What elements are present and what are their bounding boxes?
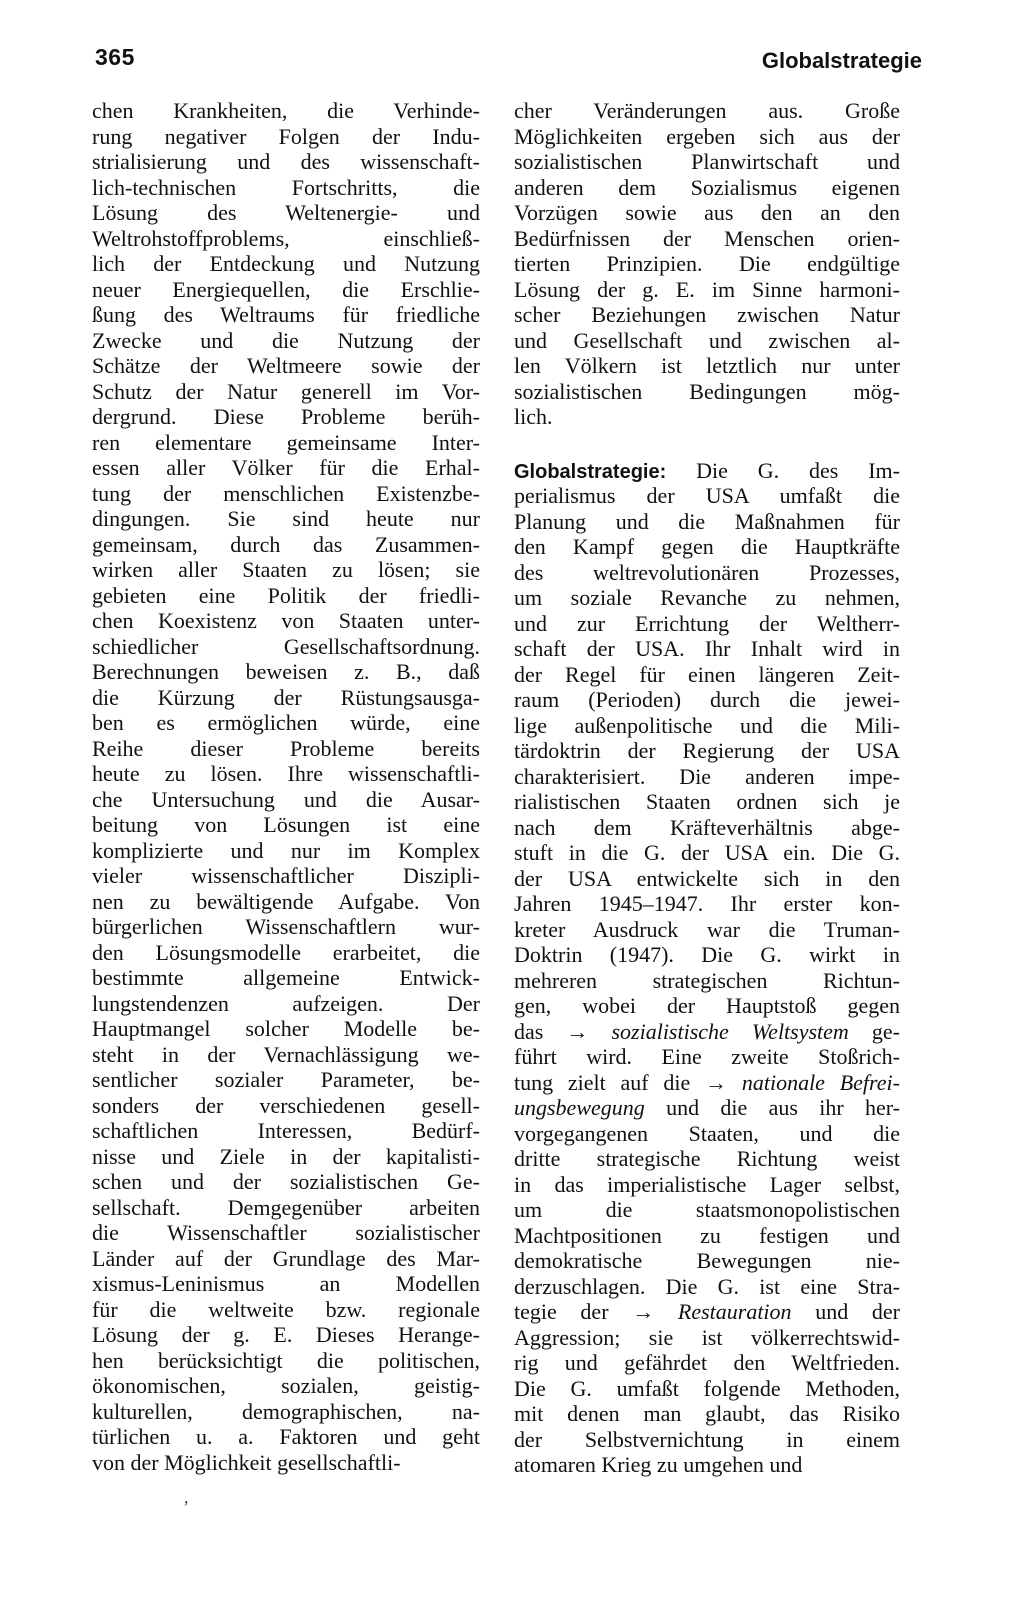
text-line: Lösung der g. E. Dieses Herange-	[92, 1322, 480, 1347]
entry-body-a	[514, 483, 900, 1019]
entry-body-c	[514, 1121, 900, 1300]
text-line: sonders der verschiedenen gesell-	[92, 1092, 480, 1118]
text-line: Schutz der Natur generell im Vor-	[92, 378, 480, 404]
text-line: und Gesellschaft und zwischen al-	[514, 327, 900, 353]
entry-body-d	[514, 1325, 900, 1478]
text-line: den Lösungsmodelle erarbeitet, die	[92, 939, 480, 965]
continued-text	[514, 98, 900, 430]
text-line: essen aller Völker für die Erhal-	[92, 455, 480, 480]
text-line: xismus-Leninismus an Modellen	[92, 1271, 480, 1296]
text-line: derzuschlagen. Die G. ist eine Stra-	[514, 1273, 900, 1299]
page-number: 365	[95, 44, 135, 70]
text-line: komplizierte und nur im Komplex	[92, 837, 480, 863]
text-line: charakterisiert. Die anderen impe-	[514, 763, 900, 789]
text-line: ren elementare gemeinsame Inter-	[92, 429, 480, 455]
text-line: cher Veränderungen aus. Große	[514, 98, 900, 123]
text-line: Doktrin (1947). Die G. wirkt in	[514, 942, 900, 967]
text-line: len Völkern ist letztlich nur unter	[514, 353, 900, 378]
text-line: Berechnungen beweisen z. B., daß	[92, 659, 480, 684]
text-line: hen berücksichtigt die politischen,	[92, 1347, 480, 1373]
text-line: der USA entwickelte sich in den	[514, 865, 900, 891]
text-line: Länder auf der Grundlage des Mar-	[92, 1245, 480, 1271]
text-line: dergrund. Diese Probleme berüh-	[92, 404, 480, 429]
text-line: nen zu bewältigende Aufgabe. Von	[92, 888, 480, 914]
text-line: Zwecke und die Nutzung der	[92, 327, 480, 353]
text-line: stuft in die G. der USA ein. Die G.	[514, 840, 900, 865]
print-speck: ʼ	[183, 1497, 189, 1517]
text-line: Reihe dieser Probleme bereits	[92, 735, 480, 761]
text-line: Jahren 1945–1947. Ihr erster kon-	[514, 891, 900, 916]
text-line: Weltrohstoffproblems, einschließ-	[92, 225, 480, 251]
running-head: Globalstrategie	[761, 48, 922, 73]
left-column	[92, 98, 480, 1475]
text-line: ökonomischen, sozialen, geistig-	[92, 1373, 480, 1398]
text-line: wirken aller Staaten zu lösen; sie	[92, 557, 480, 582]
text-line: beitung von Lösungen ist eine	[92, 812, 480, 837]
text-line: kulturellen, demographischen, na-	[92, 1398, 480, 1424]
text-line: Lösung des Weltenergie- und	[92, 200, 480, 225]
dictionary-entry	[514, 458, 900, 1478]
text-line: den Kampf gegen die Hauptkräfte	[514, 534, 900, 559]
text-line: tung der menschlichen Existenzbe-	[92, 480, 480, 506]
text-line: mit denen man glaubt, das Risiko	[514, 1401, 900, 1426]
text-line: der Selbstvernichtung in einem	[514, 1426, 900, 1452]
text-line: sentlicher sozialer Parameter, be-	[92, 1067, 480, 1092]
text-line: Aggression; sie ist völkerrechtswid-	[514, 1324, 900, 1350]
text-line: die Kürzung der Rüstungsausga-	[92, 684, 480, 710]
text-line: mehreren strategischen Richtun-	[514, 967, 900, 993]
entry-text: und die aus ihr her-	[644, 1095, 900, 1120]
text-line: Lösung der g. E. im Sinne harmoni-	[514, 276, 900, 302]
text-line: vieler wissenschaftlicher Diszipli-	[92, 863, 480, 888]
text-line: dritte strategische Richtung weist	[514, 1146, 900, 1171]
text-line: in das imperialistische Lager selbst,	[514, 1171, 900, 1197]
entry-keyword: Globalstrategie:	[514, 460, 667, 483]
text-line: bürgerlichen Wissenschaftlern wur-	[92, 914, 480, 939]
text-line: gebieten eine Politik der friedli-	[92, 582, 480, 608]
text-line: lich der Entdeckung und Nutzung	[92, 251, 480, 276]
text-line: lich.	[514, 404, 553, 429]
cross-reference-link[interactable]: ungsbewegung	[514, 1095, 645, 1120]
text-line: strialisierung und des wissenschaft-	[92, 149, 480, 174]
text-line: tärdoktrin der Regierung der USA	[514, 738, 900, 763]
text-line: ßung des Weltraums für friedliche	[92, 302, 480, 327]
text-line: che Untersuchung und die Ausar-	[92, 786, 480, 812]
entry-spacing	[514, 430, 900, 458]
text-line: lungstendenzen aufzeigen. Der	[92, 990, 480, 1016]
text-line: schaft der USA. Ihr Inhalt wird in	[514, 636, 900, 661]
text-line: neuer Energiequellen, die Erschlie-	[92, 276, 480, 302]
text-line: raum (Perioden) durch die jewei-	[514, 687, 900, 712]
text-line: sozialistischen Bedingungen mög-	[514, 378, 900, 404]
entry-line-ref2-cont	[514, 1095, 900, 1121]
text-line: schaftlichen Interessen, Bedürf-	[92, 1118, 480, 1143]
text-line: sellschaft. Demgegenüber arbeiten	[92, 1194, 480, 1220]
text-line: der Regel für einen längeren Zeit-	[514, 661, 900, 687]
text-line: anderen dem Sozialismus eigenen	[514, 174, 900, 200]
text-line: Machtpositionen zu festigen und	[514, 1222, 900, 1248]
text-line: bestimmte allgemeine Entwick-	[92, 965, 480, 990]
cross-reference-link[interactable]: Restauration	[677, 1299, 792, 1324]
cross-reference-link[interactable]: nationale Befrei-	[741, 1069, 900, 1095]
text-line: Bedürfnissen der Menschen orien-	[514, 225, 900, 251]
text-line: chen Koexistenz von Staaten unter-	[92, 608, 480, 633]
text-line: um die staatsmonopolistischen	[514, 1197, 900, 1222]
text-line: nach dem Kräfteverhältnis abge-	[514, 814, 900, 840]
entry-text: tung zielt auf die →	[514, 1069, 742, 1095]
text-line: lich-technischen Fortschritts, die	[92, 174, 480, 200]
entry-line-ref1	[514, 1019, 900, 1045]
text-line: steht in der Vernachlässigung we-	[92, 1041, 480, 1067]
text-line: türlichen u. a. Faktoren und geht	[92, 1424, 480, 1449]
text-line: chen Krankheiten, die Verhinde-	[92, 98, 480, 123]
text-line: die Wissenschaftler sozialistischer	[92, 1220, 480, 1245]
text-line: rung negativer Folgen der Indu-	[92, 123, 480, 149]
text-line: schiedlicher Gesellschaftsordnung.	[92, 633, 480, 659]
entry-line: führt wird. Eine zweite Stoßrich-	[514, 1044, 900, 1069]
entry-text: ge-	[848, 1018, 900, 1044]
text-line: rig und gefährdet den Weltfrieden.	[514, 1350, 900, 1375]
text-line: Möglichkeiten ergeben sich aus der	[514, 123, 900, 149]
entry-headline	[514, 458, 900, 484]
text-line: von der Möglichkeit gesellschaftli-	[92, 1449, 401, 1475]
entry-line-ref2	[514, 1070, 900, 1096]
text-line: Die G. umfaßt folgende Methoden,	[514, 1375, 900, 1401]
entry-line-ref3	[514, 1299, 900, 1325]
text-line: perialismus der USA umfaßt die	[514, 483, 900, 508]
text-line: des weltrevolutionären Prozesses,	[514, 559, 900, 585]
text-line: Vorzügen sowie aus den an den	[514, 200, 900, 225]
text-line: Schätze der Weltmeere sowie der	[92, 353, 480, 378]
entry-text: tegie der →	[514, 1299, 678, 1324]
text-line: für die weltweite bzw. regionale	[92, 1296, 480, 1322]
text-line: ben es ermöglichen würde, eine	[92, 710, 480, 735]
text-line: schen und der sozialistischen Ge-	[92, 1169, 480, 1194]
right-column	[514, 98, 900, 1478]
text-line: scher Beziehungen zwischen Natur	[514, 302, 900, 327]
text-line: und zur Errichtung der Weltherr-	[514, 610, 900, 636]
entry-text: und der	[791, 1299, 900, 1324]
text-line: Hauptmangel solcher Modelle be-	[92, 1016, 480, 1041]
text-line: sozialistischen Planwirtschaft und	[514, 149, 900, 174]
cross-reference-link[interactable]: sozialistische Weltsystem	[611, 1018, 849, 1044]
text-line: lige außenpolitische und die Mili-	[514, 712, 900, 738]
text-line: atomaren Krieg zu umgehen und	[514, 1452, 803, 1477]
text-line: demokratische Bewegungen nie-	[514, 1248, 900, 1273]
text-line: heute zu lösen. Ihre wissenschaftli-	[92, 761, 480, 786]
text-line: nisse und Ziele in der kapitalisti-	[92, 1143, 480, 1169]
text-line: Planung und die Maßnahmen für	[514, 508, 900, 534]
entry-text: das →	[514, 1018, 612, 1044]
text-line: tierten Prinzipien. Die endgültige	[514, 251, 900, 276]
text-line: kreter Ausdruck war die Truman-	[514, 916, 900, 942]
text-line: rialistischen Staaten ordnen sich je	[514, 789, 900, 814]
text-line: gemeinsam, durch das Zusammen-	[92, 531, 480, 557]
text-line: vorgegangenen Staaten, und die	[514, 1120, 900, 1146]
entry-text: Die G. des Im-	[666, 457, 900, 483]
text-line: dingungen. Sie sind heute nur	[92, 506, 480, 531]
text-line: um soziale Revanche zu nehmen,	[514, 585, 900, 610]
text-line: gen, wobei der Hauptstoß gegen	[514, 993, 900, 1018]
